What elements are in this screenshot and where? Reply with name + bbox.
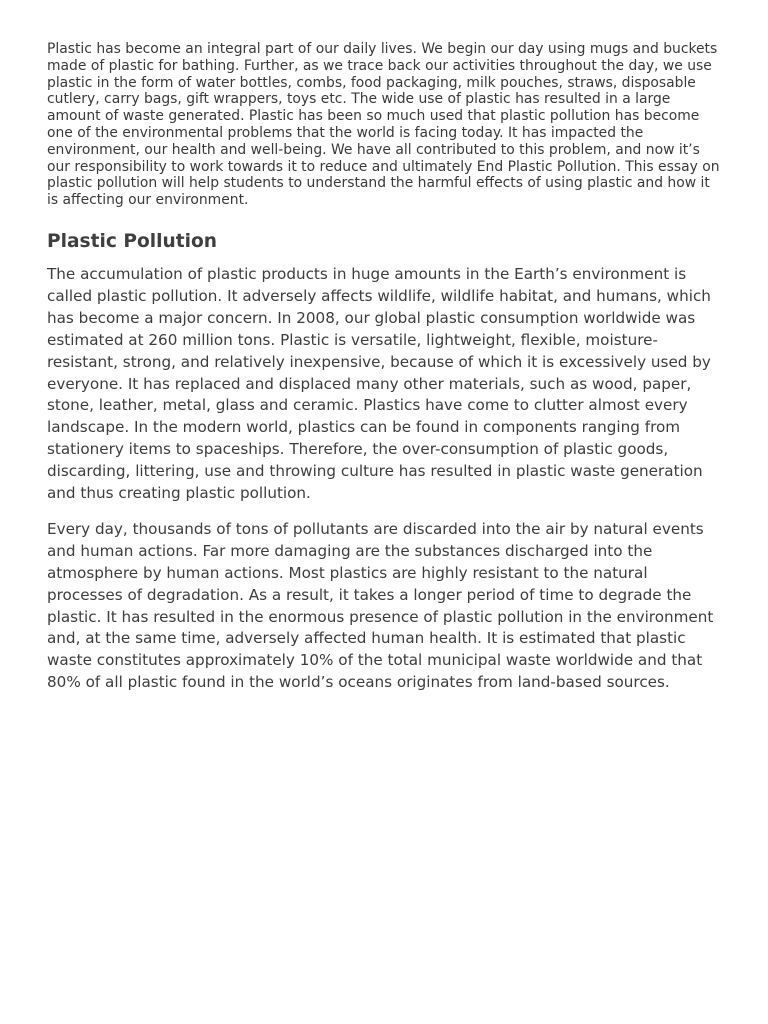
intro-paragraph: Plastic has become an integral part of our daily lives. We begin our day using mugs and buckets made of plastic for bathing. Further, as we trace back our activities throughout the day, we use plastic in the form of water bottles, combs, food packaging, milk pouches, straws, disposable cutlery, carry bags, gift wrappers, toys etc. The wide use of plastic has resulted in a large amount of waste generated. Plastic has been so much used that plastic pollution has become one of the environmental problems that the world is facing today. It has impacted the environment, our health and well-being. We have all contributed to this problem, and now it’s our responsibility to work towards it to reduce and ultimately End Plastic Pollution. This essay on plastic pollution will help students to understand the harmful effects of using plastic and how it is affecting our environment. [47, 41, 720, 209]
document-page [47, 41, 722, 694]
section-heading: Plastic Pollution [47, 230, 218, 252]
body-paragraph-1: The accumulation of plastic products in huge amounts in the Earth’s environment is called plastic pollution. It adversely affects wildlife, wildlife habitat, and humans, which has become a major concern. In 2008, our global plastic consumption worldwide was estimated at 260 million tons. Plastic is versatile, lightweight, flexible, moisture-resistant, strong, and relatively inexpensive, because of which it is excessively used by everyone. It has replaced and displaced many other materials, such as wood, paper, stone, leather, metal, glass and ceramic. Plastics have come to clutter almost every landscape. In the modern world, plastics can be found in components ranging from stationery items to spaceships. Therefore, the over-consumption of plastic goods, discarding, littering, use and throwing culture has resulted in plastic waste generation and thus creating plastic pollution. [47, 264, 711, 503]
body-paragraph-2: Every day, thousands of tons of pollutants are discarded into the air by natural events and human actions. Far more damaging are the substances discharged into the atmosphere by human actions. Most plastics are highly resistant to the natural processes of degradation. As a result, it takes a longer period of time to degrade the plastic. It has resulted in the enormous presence of plastic pollution in the environment and, at the same time, adversely affected human health. It is estimated that plastic waste constitutes approximately 10% of the total municipal waste worldwide and that 80% of all plastic found in the world’s oceans originates from land-based sources. [47, 519, 714, 692]
